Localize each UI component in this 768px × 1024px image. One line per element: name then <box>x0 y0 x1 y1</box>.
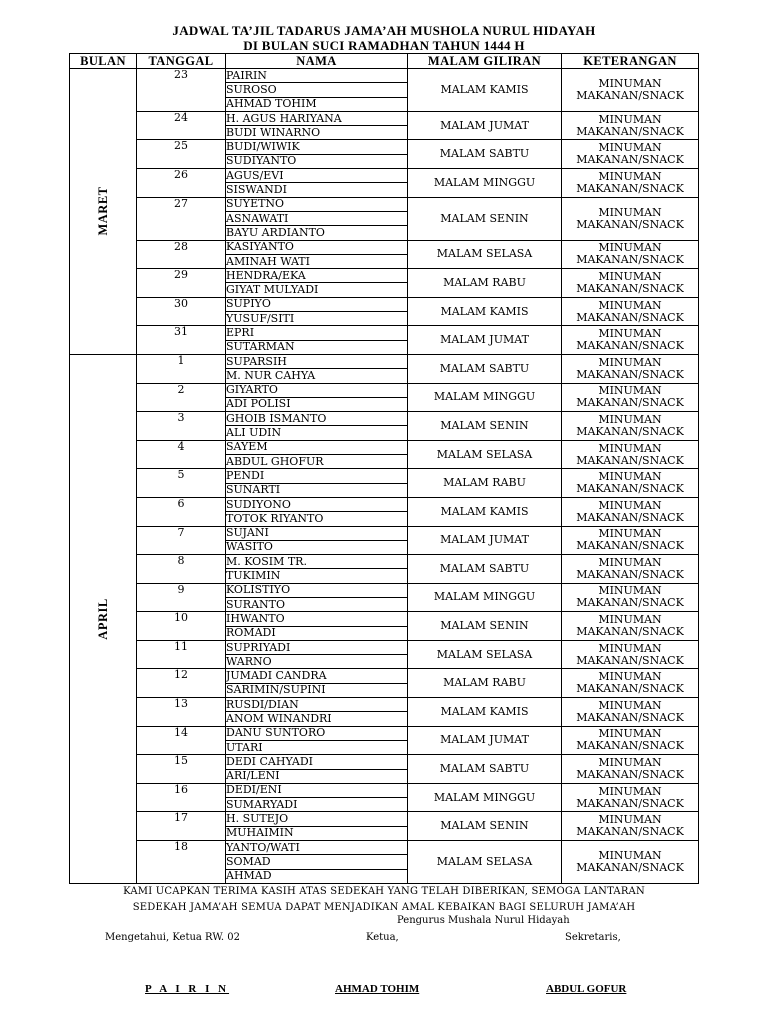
name-cell: AHMAD <box>226 869 408 883</box>
note-food: MAKANAN/SNACK <box>576 682 684 696</box>
note-cell <box>562 169 699 198</box>
night-cell: MALAM JUMAT <box>408 111 562 140</box>
note-cell <box>562 111 699 140</box>
note-drink: MINUMAN <box>598 613 662 627</box>
note-drink: MINUMAN <box>598 756 662 770</box>
name-cell: SUTARMAN <box>226 340 408 354</box>
note-food: MAKANAN/SNACK <box>576 339 684 353</box>
date-cell: 9 <box>137 583 226 612</box>
table-row <box>70 140 699 154</box>
header-nama: NAMA <box>226 54 408 69</box>
note-cell <box>562 583 699 612</box>
name-cell: DEDI/ENI <box>226 783 408 797</box>
name-cell: SUYETNO <box>226 197 408 211</box>
date-cell: 29 <box>137 269 226 298</box>
note-drink: MINUMAN <box>598 498 662 512</box>
signatory-name-left: P A I R I N <box>145 983 230 995</box>
note-drink: MINUMAN <box>598 169 662 183</box>
name-cell: SUMARYADI <box>226 798 408 812</box>
note-cell <box>562 326 699 355</box>
document-subtitle: DI BULAN SUCI RAMADHAN TAHUN 1444 H <box>243 38 525 53</box>
table-row <box>70 412 699 426</box>
name-cell: GIYARTO <box>226 383 408 397</box>
name-cell: JUMADI CANDRA <box>226 669 408 683</box>
note-cell <box>562 698 699 727</box>
note-cell <box>562 497 699 526</box>
note-food: MAKANAN/SNACK <box>576 310 684 324</box>
name-cell: RUSDI/DIAN <box>226 698 408 712</box>
name-cell: ARI/LENI <box>226 769 408 783</box>
note-cell <box>562 726 699 755</box>
night-cell: MALAM SABTU <box>408 140 562 169</box>
note-drink: MINUMAN <box>598 327 662 341</box>
table-row <box>70 440 699 454</box>
night-cell: MALAM MINGGU <box>408 583 562 612</box>
footer-organization: Pengurus Mushala Nurul Hidayah <box>397 915 570 926</box>
name-cell: BUDI WINARNO <box>226 126 408 140</box>
date-cell: 8 <box>137 555 226 584</box>
name-cell: H. AGUS HARIYANA <box>226 111 408 125</box>
note-food: MAKANAN/SNACK <box>576 710 684 724</box>
name-cell: PENDI <box>226 469 408 483</box>
note-cell <box>562 669 699 698</box>
note-food: MAKANAN/SNACK <box>576 253 684 267</box>
note-food: MAKANAN/SNACK <box>576 796 684 810</box>
name-cell: EPRI <box>226 326 408 340</box>
header-bulan: BULAN <box>70 54 137 69</box>
table-row <box>70 526 699 540</box>
name-cell: GHOIB ISMANTO <box>226 412 408 426</box>
table-row <box>70 297 699 311</box>
note-cell <box>562 640 699 669</box>
name-cell: ROMADI <box>226 626 408 640</box>
date-cell: 5 <box>137 469 226 498</box>
night-cell: MALAM KAMIS <box>408 497 562 526</box>
night-cell: MALAM MINGGU <box>408 783 562 812</box>
table-row <box>70 354 699 368</box>
night-cell: MALAM SENIN <box>408 197 562 240</box>
table-row <box>70 69 699 83</box>
note-food: MAKANAN/SNACK <box>576 124 684 138</box>
night-cell: MALAM MINGGU <box>408 383 562 412</box>
night-cell: MALAM RABU <box>408 669 562 698</box>
night-cell: MALAM RABU <box>408 269 562 298</box>
name-cell: SISWANDI <box>226 183 408 197</box>
note-drink: MINUMAN <box>598 848 662 862</box>
date-cell: 1 <box>137 354 226 383</box>
date-cell: 23 <box>137 69 226 112</box>
name-cell: YANTO/WATI <box>226 841 408 855</box>
name-cell: AHMAD TOHIM <box>226 97 408 111</box>
footer-message-line2: SEDEKAH JAMA’AH SEMUA DAPAT MENJADIKAN AMAL KEBAIKAN BAGI SELURUH JAMA’AH <box>132 902 636 913</box>
date-cell: 16 <box>137 783 226 812</box>
note-drink: MINUMAN <box>598 527 662 541</box>
date-cell: 6 <box>137 497 226 526</box>
month-label: APRIL <box>96 598 110 640</box>
night-cell: MALAM SELASA <box>408 440 562 469</box>
name-cell: SUNARTI <box>226 483 408 497</box>
note-food: MAKANAN/SNACK <box>576 88 684 102</box>
night-cell: MALAM SABTU <box>408 555 562 584</box>
note-cell <box>562 755 699 784</box>
table-row <box>70 698 699 712</box>
note-drink: MINUMAN <box>598 112 662 126</box>
night-cell: MALAM SENIN <box>408 812 562 841</box>
night-cell: MALAM JUMAT <box>408 526 562 555</box>
note-cell <box>562 841 699 884</box>
night-cell: MALAM KAMIS <box>408 698 562 727</box>
date-cell: 26 <box>137 169 226 198</box>
note-food: MAKANAN/SNACK <box>576 739 684 753</box>
night-cell: MALAM SELASA <box>408 240 562 269</box>
note-drink: MINUMAN <box>598 584 662 598</box>
name-cell: SAYEM <box>226 440 408 454</box>
table-row <box>70 469 699 483</box>
name-cell: ANOM WINANDRI <box>226 712 408 726</box>
note-food: MAKANAN/SNACK <box>576 825 684 839</box>
note-food: MAKANAN/SNACK <box>576 510 684 524</box>
signatory-name-right: ABDUL GOFUR <box>546 983 627 995</box>
note-cell <box>562 412 699 441</box>
schedule-body <box>70 69 699 884</box>
date-cell: 27 <box>137 197 226 240</box>
month-label: MARET <box>96 186 110 236</box>
name-cell: AMINAH WATI <box>226 254 408 268</box>
note-cell <box>562 812 699 841</box>
date-cell: 24 <box>137 111 226 140</box>
note-food: MAKANAN/SNACK <box>576 424 684 438</box>
name-cell: TUKIMIN <box>226 569 408 583</box>
table-row <box>70 555 699 569</box>
note-drink: MINUMAN <box>598 670 662 684</box>
date-cell: 13 <box>137 698 226 727</box>
table-row <box>70 755 699 769</box>
note-cell <box>562 469 699 498</box>
table-row <box>70 240 699 254</box>
note-cell <box>562 383 699 412</box>
night-cell: MALAM SENIN <box>408 612 562 641</box>
name-cell: SARIMIN/SUPINI <box>226 683 408 697</box>
name-cell: KOLISTIYO <box>226 583 408 597</box>
name-cell: MUHAIMIN <box>226 826 408 840</box>
note-food: MAKANAN/SNACK <box>576 539 684 553</box>
footer-message-line1: KAMI UCAPKAN TERIMA KASIH ATAS SEDEKAH YANG TELAH DIBERIKAN, SEMOGA LANTARAN <box>123 886 645 897</box>
date-cell: 30 <box>137 297 226 326</box>
note-food: MAKANAN/SNACK <box>576 653 684 667</box>
note-cell <box>562 297 699 326</box>
header-tanggal: TANGGAL <box>137 54 226 69</box>
note-cell <box>562 240 699 269</box>
table-row <box>70 197 699 211</box>
note-food: MAKANAN/SNACK <box>576 153 684 167</box>
name-cell: ABDUL GHOFUR <box>226 455 408 469</box>
signature-label-left: Mengetahui, Ketua RW. 02 <box>105 932 240 943</box>
name-cell: DEDI CAHYADI <box>226 755 408 769</box>
night-cell: MALAM MINGGU <box>408 169 562 198</box>
table-row <box>70 111 699 125</box>
date-cell: 10 <box>137 612 226 641</box>
date-cell: 18 <box>137 841 226 884</box>
header-keterangan: KETERANGAN <box>562 54 699 69</box>
name-cell: SUDIYANTO <box>226 154 408 168</box>
date-cell: 2 <box>137 383 226 412</box>
note-drink: MINUMAN <box>598 784 662 798</box>
date-cell: 11 <box>137 640 226 669</box>
date-cell: 28 <box>137 240 226 269</box>
document-title: JADWAL TA’JIL TADARUS JAMA’AH MUSHOLA NURUL HIDAYAH <box>172 23 596 38</box>
note-drink: MINUMAN <box>598 441 662 455</box>
signature-label-middle: Ketua, <box>366 932 399 943</box>
month-cell <box>70 354 137 883</box>
table-row <box>70 583 699 597</box>
note-food: MAKANAN/SNACK <box>576 217 684 231</box>
note-food: MAKANAN/SNACK <box>576 482 684 496</box>
name-cell: KASIYANTO <box>226 240 408 254</box>
name-cell: YUSUF/SITI <box>226 312 408 326</box>
name-cell: UTARI <box>226 740 408 754</box>
note-food: MAKANAN/SNACK <box>576 453 684 467</box>
note-drink: MINUMAN <box>598 269 662 283</box>
name-cell: AGUS/EVI <box>226 169 408 183</box>
note-food: MAKANAN/SNACK <box>576 596 684 610</box>
schedule-table <box>69 53 699 884</box>
table-row <box>70 383 699 397</box>
name-cell: SUJANI <box>226 526 408 540</box>
note-drink: MINUMAN <box>598 141 662 155</box>
name-cell: SUROSO <box>226 83 408 97</box>
name-cell: M. NUR CAHYA <box>226 369 408 383</box>
name-cell: WASITO <box>226 540 408 554</box>
name-cell: M. KOSIM TR. <box>226 555 408 569</box>
name-cell: HENDRA/EKA <box>226 269 408 283</box>
note-drink: MINUMAN <box>598 355 662 369</box>
name-cell: SOMAD <box>226 855 408 869</box>
table-row <box>70 269 699 283</box>
date-cell: 14 <box>137 726 226 755</box>
date-cell: 7 <box>137 526 226 555</box>
note-food: MAKANAN/SNACK <box>576 281 684 295</box>
note-drink: MINUMAN <box>598 727 662 741</box>
note-drink: MINUMAN <box>598 412 662 426</box>
note-cell <box>562 526 699 555</box>
table-row <box>70 669 699 683</box>
night-cell: MALAM JUMAT <box>408 726 562 755</box>
table-row <box>70 726 699 740</box>
month-cell <box>70 69 137 355</box>
name-cell: SUPIYO <box>226 297 408 311</box>
note-drink: MINUMAN <box>598 555 662 569</box>
name-cell: PAIRIN <box>226 69 408 83</box>
name-cell: SUPRIYADI <box>226 640 408 654</box>
table-row <box>70 640 699 654</box>
name-cell: SUDIYONO <box>226 497 408 511</box>
night-cell: MALAM SENIN <box>408 412 562 441</box>
note-drink: MINUMAN <box>598 205 662 219</box>
note-cell <box>562 555 699 584</box>
note-food: MAKANAN/SNACK <box>576 367 684 381</box>
name-cell: ALI UDIN <box>226 426 408 440</box>
note-cell <box>562 69 699 112</box>
night-cell: MALAM RABU <box>408 469 562 498</box>
night-cell: MALAM KAMIS <box>408 297 562 326</box>
note-drink: MINUMAN <box>598 76 662 90</box>
night-cell: MALAM SABTU <box>408 755 562 784</box>
name-cell: IHWANTO <box>226 612 408 626</box>
note-drink: MINUMAN <box>598 698 662 712</box>
note-cell <box>562 269 699 298</box>
name-cell: BAYU ARDIANTO <box>226 226 408 240</box>
note-food: MAKANAN/SNACK <box>576 396 684 410</box>
note-food: MAKANAN/SNACK <box>576 860 684 874</box>
note-drink: MINUMAN <box>598 470 662 484</box>
date-cell: 12 <box>137 669 226 698</box>
note-cell <box>562 354 699 383</box>
name-cell: TOTOK RIYANTO <box>226 512 408 526</box>
note-food: MAKANAN/SNACK <box>576 768 684 782</box>
name-cell: ADI POLISI <box>226 397 408 411</box>
note-cell <box>562 440 699 469</box>
date-cell: 4 <box>137 440 226 469</box>
name-cell: DANU SUNTORO <box>226 726 408 740</box>
table-row <box>70 326 699 340</box>
note-drink: MINUMAN <box>598 813 662 827</box>
table-row <box>70 841 699 855</box>
table-row <box>70 612 699 626</box>
date-cell: 25 <box>137 140 226 169</box>
table-row <box>70 497 699 511</box>
note-cell <box>562 783 699 812</box>
name-cell: SUPARSIH <box>226 354 408 368</box>
name-cell: WARNO <box>226 655 408 669</box>
note-cell <box>562 612 699 641</box>
name-cell: SURANTO <box>226 597 408 611</box>
note-food: MAKANAN/SNACK <box>576 625 684 639</box>
note-drink: MINUMAN <box>598 384 662 398</box>
note-drink: MINUMAN <box>598 241 662 255</box>
date-cell: 3 <box>137 412 226 441</box>
night-cell: MALAM SELASA <box>408 640 562 669</box>
note-food: MAKANAN/SNACK <box>576 567 684 581</box>
name-cell: H. SUTEJO <box>226 812 408 826</box>
date-cell: 15 <box>137 755 226 784</box>
table-row <box>70 783 699 797</box>
night-cell: MALAM SABTU <box>408 354 562 383</box>
note-drink: MINUMAN <box>598 298 662 312</box>
table-row <box>70 812 699 826</box>
note-cell <box>562 197 699 240</box>
date-cell: 31 <box>137 326 226 355</box>
table-header-row <box>70 54 699 69</box>
night-cell: MALAM SELASA <box>408 841 562 884</box>
night-cell: MALAM JUMAT <box>408 326 562 355</box>
note-cell <box>562 140 699 169</box>
date-cell: 17 <box>137 812 226 841</box>
name-cell: ASNAWATI <box>226 211 408 225</box>
table-row <box>70 169 699 183</box>
name-cell: GIYAT MULYADI <box>226 283 408 297</box>
note-food: MAKANAN/SNACK <box>576 181 684 195</box>
signature-label-right: Sekretaris, <box>565 932 621 943</box>
signatory-name-middle: AHMAD TOHIM <box>335 983 420 995</box>
header-malam-giliran: MALAM GILIRAN <box>408 54 562 69</box>
name-cell: BUDI/WIWIK <box>226 140 408 154</box>
note-drink: MINUMAN <box>598 641 662 655</box>
night-cell: MALAM KAMIS <box>408 69 562 112</box>
